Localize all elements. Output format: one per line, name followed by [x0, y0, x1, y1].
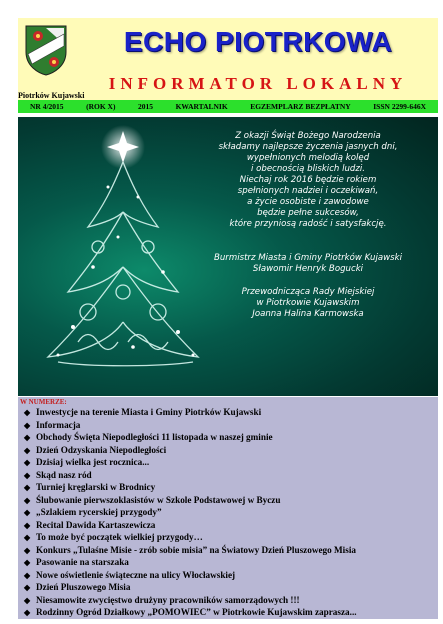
diamond-bullet-icon: ◆	[24, 570, 31, 580]
issue-number: NR 4/2015	[30, 102, 64, 111]
diamond-bullet-icon: ◆	[24, 608, 31, 617]
list-item-title: Dzień Pluszowego Misia	[36, 582, 131, 592]
town-name: Piotrków Kujawski	[18, 91, 85, 100]
list-item-title: Skąd nasz ród	[36, 469, 92, 480]
list-item[interactable]	[24, 594, 357, 607]
contents-list	[24, 406, 357, 619]
diamond-bullet-icon: ◆	[24, 420, 31, 430]
issue-year: 2015	[138, 102, 154, 111]
list-item[interactable]	[24, 581, 357, 594]
list-item-title: Dzień Odzyskania Niepodległości	[36, 444, 167, 455]
contents-heading: W NUMERZE:	[20, 398, 67, 406]
list-item-title: Recital Dawida Kartaszewicza	[36, 519, 156, 530]
greeting-line: wypełnionych melodią kolęd	[246, 153, 370, 163]
list-item[interactable]	[24, 494, 357, 507]
diamond-bullet-icon: ◆	[24, 545, 31, 555]
list-item-title: Nowe oświetlenie świąteczne na ulicy Włocławskiej	[36, 569, 236, 580]
list-item[interactable]	[24, 531, 357, 544]
coat-of-arms-icon	[24, 24, 68, 76]
list-item-title: To może być początek wielkiej przygody…	[36, 532, 203, 542]
greeting-line: Niechaj rok 2016 będzie rokiem	[239, 175, 377, 185]
list-item-title: Konkurs „Tulaśne Misie - zrób sobie misia” na Światowy Dzień Pluszowego Misia	[36, 544, 356, 555]
greeting-text	[183, 131, 433, 230]
list-item[interactable]	[24, 419, 357, 432]
list-item[interactable]	[24, 506, 357, 519]
list-item[interactable]	[24, 556, 357, 569]
greeting-line: i obecnością bliskich ludzi.	[250, 164, 366, 174]
list-item-title: Rodzinny Ogród Działkowy „POMOWIEC” w Piotrkowie Kujawskim zaprasza...	[36, 607, 357, 617]
list-item[interactable]	[24, 569, 357, 582]
diamond-bullet-icon: ◆	[24, 583, 31, 592]
greeting-line: a życie osobiste i zawodowe	[247, 197, 369, 207]
free-copy-note: EGZEMPLARZ BEZPŁATNY	[250, 102, 351, 111]
list-item[interactable]	[24, 519, 357, 532]
christmas-greeting-image	[18, 117, 438, 396]
list-item[interactable]	[24, 406, 357, 419]
list-item[interactable]	[24, 544, 357, 557]
greeting-line: Z okazji Świąt Bożego Narodzenia	[235, 131, 381, 141]
greeting-line: będzie pełne sukcesów,	[257, 208, 359, 218]
masthead	[18, 18, 438, 102]
list-item[interactable]	[24, 606, 357, 619]
list-item-title: Dzisiaj wielka jest rocznica...	[36, 457, 150, 467]
list-item-title: Niesamowite zwycięstwo drużyny pracowników samorządowych !!!	[36, 594, 300, 605]
diamond-bullet-icon: ◆	[24, 470, 31, 480]
list-item[interactable]	[24, 469, 357, 482]
diamond-bullet-icon: ◆	[24, 495, 31, 505]
signature-line: Przewodnicząca Rady Miejskiej	[241, 287, 375, 297]
issue-info-bar	[18, 100, 438, 113]
diamond-bullet-icon: ◆	[24, 433, 31, 442]
list-item[interactable]	[24, 431, 357, 444]
list-item-title: Informacja	[36, 419, 81, 430]
diamond-bullet-icon: ◆	[24, 558, 31, 567]
diamond-bullet-icon: ◆	[24, 508, 31, 517]
list-item[interactable]	[24, 481, 357, 494]
greeting-line: składamy najlepsze życzenia jasnych dni,	[218, 142, 398, 152]
diamond-bullet-icon: ◆	[24, 520, 31, 530]
newsletter-title: ECHO PIOTRKOWA	[123, 26, 393, 57]
list-item[interactable]	[24, 456, 357, 469]
issn-number: ISSN 2299-646X	[373, 102, 426, 111]
diamond-bullet-icon: ◆	[24, 595, 31, 605]
signature-line: Burmistrz Miasta i Gminy Piotrków Kujawski	[213, 253, 403, 263]
list-item-title: Pasowanie na starszaka	[36, 557, 129, 567]
signature-line: Sławomir Henryk Bogucki	[252, 264, 364, 274]
diamond-bullet-icon: ◆	[24, 458, 31, 467]
diamond-bullet-icon: ◆	[24, 483, 31, 492]
diamond-bullet-icon: ◆	[24, 533, 31, 542]
newsletter-subtitle: INFORMATOR LOKALNY	[108, 74, 408, 93]
signature-line: w Piotrkowie Kujawskim	[256, 298, 360, 308]
list-item-title: „Szlakiem rycerskiej przygody”	[36, 507, 162, 517]
issue-frequency: KWARTALNIK	[175, 102, 228, 111]
issue-volume: (ROK X)	[86, 102, 116, 111]
list-item-title: Inwestycje na terenie Miasta i Gminy Piotrków Kujawski	[36, 407, 262, 417]
diamond-bullet-icon: ◆	[24, 445, 31, 455]
greeting-line: spełnionych nadziei i oczekiwań,	[237, 186, 379, 196]
list-item-title: Obchody Święta Niepodległości 11 listopada w naszej gminie	[36, 432, 273, 442]
list-item-title: Turniej kręglarski w Brodnicy	[36, 482, 156, 492]
list-item[interactable]	[24, 444, 357, 457]
council-chair-signature	[183, 287, 433, 320]
greeting-line: które przyniosą radość i satysfakcję.	[229, 219, 387, 229]
diamond-bullet-icon: ◆	[24, 408, 31, 417]
mayor-signature	[183, 253, 433, 275]
table-of-contents	[18, 397, 438, 619]
list-item-title: Ślubowanie pierwszoklasistów w Szkole Podstawowej w Byczu	[36, 494, 281, 505]
signature-line: Joanna Halina Karmowska	[252, 309, 364, 319]
